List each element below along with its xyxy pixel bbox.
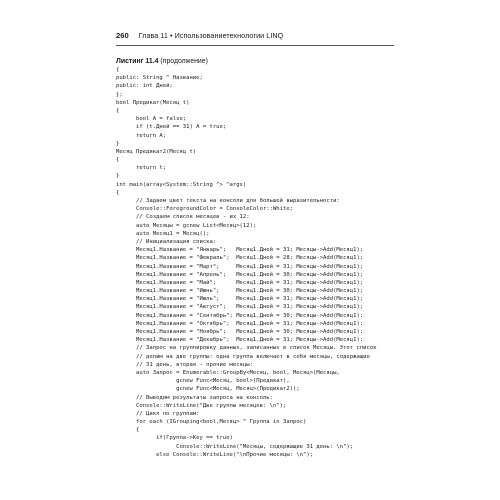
code-line: // делим на две группы: одна группа включает в себя месяцы, содержащие (116, 353, 370, 360)
code-line: if (t.Дней == 31) A = true; (116, 124, 227, 131)
code-line: for each (IGrouping<bool,Месяц> ^ Группа in Запрос) (116, 419, 307, 426)
code-line: bool A = false; (116, 116, 187, 123)
code-line: Месяц1.Название = "Май"; Месяц1.Дней = 31; Месяцы->Add(Месяц1); (116, 279, 364, 286)
code-line: Console::WriteLine("Две группы месяцев: \n"); (116, 402, 287, 409)
running-title: Глава 11 • Использованиетехнологии LINQ (138, 31, 284, 40)
code-line: Месяц1.Название = "Апрель"; Месяц1.Дней = 30; Месяцы->Add(Месяц1); (116, 271, 364, 278)
code-listing (116, 66, 406, 459)
listing-caption-note: (продолжение) (158, 58, 208, 65)
code-line: { (116, 107, 120, 114)
code-line: // Задаем цвет текста на консоли для большей выразительности: (116, 198, 340, 204)
code-line: bool Предикат(Месяц t) (116, 99, 190, 106)
code-line: Месяц1.Название = "Январь"; Месяц1.Дней = 31; Месяцы->Add(Месяц1); (116, 247, 364, 254)
code-line: auto Запрос = Enumerable::GroupBy<Месяц, bool, Месяц>(Месяцы, (116, 369, 340, 376)
code-line: // Выводим результаты запроса на консоль: (116, 394, 273, 401)
code-line: { (116, 427, 140, 434)
page-number: 260 (116, 31, 129, 40)
code-line: public: String ^ Название; (116, 75, 203, 82)
code-line: return A; (116, 132, 167, 139)
code-line: Месяц1.Название = "Октябрь"; Месяц1.Дней = 31; Месяцы->Add(Месяц1); (116, 320, 364, 327)
code-line: return t; (116, 165, 167, 172)
code-line: Месяц Предикат2(Месяц t) (116, 148, 197, 155)
code-line: { (116, 67, 120, 73)
code-line: { (116, 189, 120, 196)
code-line: // Создаем список месяцев - их 12: (116, 214, 250, 221)
code-line: { (116, 157, 120, 164)
code-line: // Цикл по группам: (116, 410, 200, 417)
listing-caption-number: Листинг 11.4 (116, 58, 159, 65)
listing-caption (116, 58, 208, 65)
code-line: public: int Дней; (116, 83, 173, 90)
code-line: gcnew Func<Месяц, Месяц>(Предикат2)); (116, 386, 300, 393)
code-line: auto Месяцы = gcnew List<Месяц>(12); (116, 222, 257, 229)
code-line: Месяц1.Название = "Ноябрь"; Месяц1.Дней = 30; Месяцы->Add(Месяц1); (116, 329, 364, 335)
code-line: Месяц1.Название = "Август"; Месяц1.Дней = 31; Месяцы->Add(Месяц1); (116, 304, 364, 311)
code-line: } (116, 173, 120, 180)
code-line: }; (116, 91, 123, 98)
header-rule (116, 45, 394, 46)
code-line: Месяц1.Название = "Февраль"; Месяц1.Дней = 28; Месяцы->Add(Месяц1); (116, 255, 364, 262)
code-line: Месяц1.Название = "Декабрь"; Месяц1.Дней = 31; Месяцы->Add(Месяц1); (116, 337, 364, 344)
code-line: int main(array<System::String ^> ^args) (116, 181, 247, 188)
code-line: if(Группа->Key == true) (116, 435, 233, 442)
code-line: // Инициализация списка: (116, 238, 217, 245)
code-line: auto Месяц1 = Месяц(); (116, 230, 210, 237)
code-line: // 31 день, вторая - прочие месяцы: (116, 361, 253, 368)
code-line: Месяц1.Название = "Июль"; Месяц1.Дней = 31; Месяцы->Add(Месяц1); (116, 296, 364, 303)
code-line: Месяц1.Название = "Июнь"; Месяц1.Дней = 30; Месяцы->Add(Месяц1); (116, 288, 364, 295)
code-line: Console::WriteLine("Месяцы, содержащие 31 день: \n"); (116, 443, 354, 450)
code-line: gcnew Func<Месяц, bool>(Предикат), (116, 378, 290, 385)
code-line: // Запрос на группировку данных, записанных в список Месяцы. Этот список (116, 345, 377, 352)
code-line: Месяц1.Название = "Март"; Месяц1.Дней = 31; Месяцы->Add(Месяц1); (116, 263, 364, 270)
page-header (116, 31, 396, 45)
code-line: Console::ForegroundColor = ConsoleColor::White; (116, 206, 293, 213)
code-line: Месяц1.Название = "Сентябрь"; Месяц1.Дней = 30; Месяцы->Add(Месяц1); (116, 312, 364, 319)
code-line: else Console::WriteLine("\nПрочие месяцы: \n"); (116, 451, 314, 458)
code-line: } (116, 140, 120, 147)
